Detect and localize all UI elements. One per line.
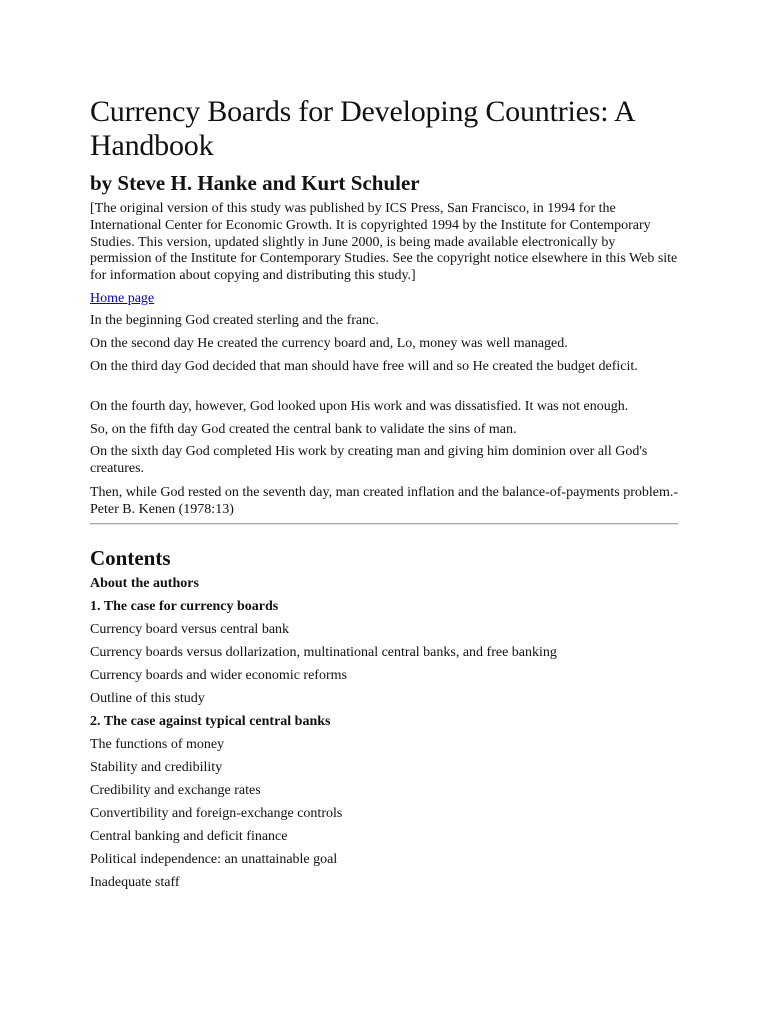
epigraph-line-4: On the fourth day, however, God looked upon His work and was dissatisfied. It was not enough. (90, 399, 629, 414)
author-byline: by Steve H. Hanke and Kurt Schuler (90, 171, 420, 195)
epigraph-line-3: On the third day God decided that man should have free will and so He created the budget deficit. (90, 359, 638, 374)
epigraph-line-6: On the sixth day God completed His work by creating man and giving him dominion over all God's creatures. (90, 444, 648, 476)
toc-item[interactable]: Credibility and exchange rates (90, 783, 261, 798)
contents-heading: Contents (90, 546, 171, 570)
toc-item[interactable]: Stability and credibility (90, 760, 223, 775)
toc-item[interactable]: Central banking and deficit finance (90, 829, 288, 844)
toc-item[interactable]: Currency board versus central bank (90, 622, 290, 637)
toc-item[interactable]: Outline of this study (90, 691, 205, 706)
toc-item[interactable]: Currency boards versus dollarization, multinational central banks, and free banking (90, 645, 557, 660)
publication-note: [The original version of this study was published by ICS Press, San Francisco, in 1994 for the International Center for Economic Growth. It is copyrighted 1994 by the Institute for Contemporary Studies. This version, updated slightly in June 2000, is being made available electronically by permission of the Institute for Contemporary Studies. See the copyright notice elsewhere in this Web site for information about copying and distributing this study.] (90, 201, 678, 284)
toc-item[interactable]: About the authors (90, 576, 199, 591)
toc-item[interactable]: Convertibility and foreign-exchange controls (90, 806, 343, 821)
toc-item[interactable]: 2. The case against typical central banks (90, 714, 331, 729)
page-title: Currency Boards for Developing Countries: A Handbook (90, 95, 634, 162)
epigraph-line-7: Then, while God rested on the seventh day, man created inflation and the balance-of-payments problem.-Peter B. Kenen (1978:13) (90, 485, 679, 517)
horizontal-divider (90, 523, 678, 525)
toc-item[interactable]: Currency boards and wider economic reforms (90, 668, 347, 683)
toc-item[interactable]: Political independence: an unattainable goal (90, 852, 338, 867)
toc-item[interactable]: Inadequate staff (90, 875, 180, 890)
epigraph-line-1: In the beginning God created sterling and the franc. (90, 313, 379, 328)
toc-item[interactable]: 1. The case for currency boards (90, 599, 279, 614)
toc-item[interactable]: The functions of money (90, 737, 225, 752)
epigraph-line-5: So, on the fifth day God created the central bank to validate the sins of man. (90, 422, 517, 437)
epigraph-line-2: On the second day He created the currency board and, Lo, money was well managed. (90, 336, 568, 351)
home-page-link[interactable]: Home page (90, 291, 155, 306)
